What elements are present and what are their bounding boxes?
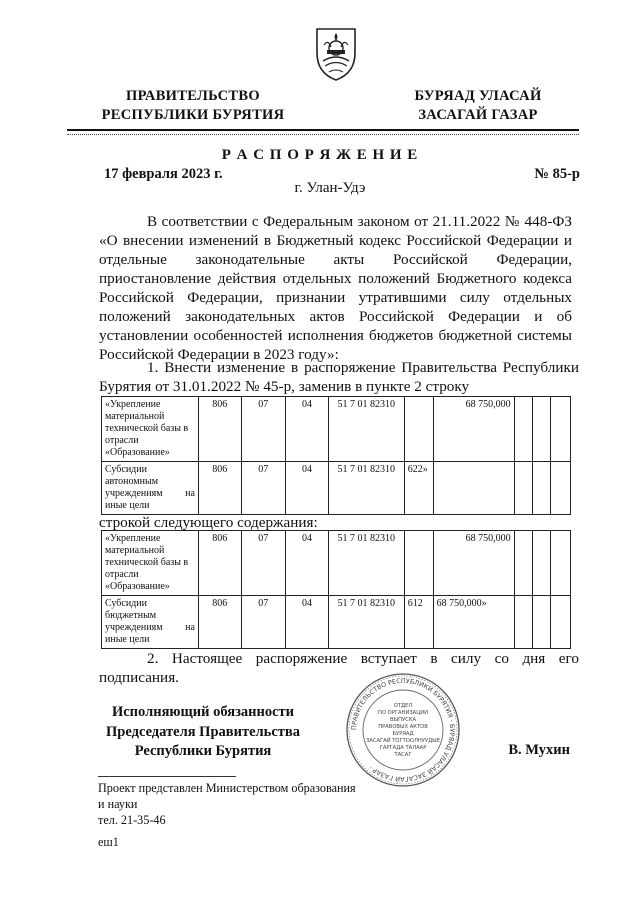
header-right: [388, 87, 568, 125]
table-cell: [551, 531, 571, 596]
table-cell: Субсидии бюджетным учреждениям на иные цели: [102, 596, 199, 649]
table-cell: 806: [198, 531, 241, 596]
replace-with-text: строкой следующего содержания:: [99, 514, 318, 531]
stamp-inner-line: ТАСАГ: [394, 752, 412, 758]
table-row: [102, 462, 571, 515]
signature-block: [98, 703, 308, 762]
table-cell: 51 7 01 82310: [328, 397, 404, 462]
header-left-line2: РЕСПУБЛИКИ БУРЯТИЯ: [101, 107, 285, 123]
stamp-seal-icon: [345, 672, 461, 788]
table-cell: [532, 596, 550, 649]
table-cell: 806: [198, 397, 241, 462]
table-cell: [551, 397, 571, 462]
table-cell: 51 7 01 82310: [328, 462, 404, 515]
table-cell: 04: [286, 397, 329, 462]
table-cell: 612: [404, 596, 433, 649]
table-cell: 622»: [404, 462, 434, 515]
table-cell: 51 7 01 82310: [328, 531, 404, 596]
stamp-inner-line: ЗАСАГАЙ ТОГТООЛНУУДЫЕ: [365, 738, 441, 744]
footer-note: [98, 780, 356, 850]
table-cell: 806: [198, 462, 241, 515]
document-city: г. Улан-Удэ: [294, 180, 366, 196]
table-cell: [551, 462, 571, 515]
header-right-line1: БУРЯАД УЛАСАЙ: [414, 88, 542, 104]
table-cell: [551, 596, 571, 649]
signature-line2: Председателя Правительства: [106, 723, 300, 740]
item-1-paragraph: 1. Внести изменение в распоряжение Правительства Республики Бурятия от 31.01.2022 № 45-р, заменив в пункте 2 строку: [99, 359, 579, 395]
header-right-line2: ЗАСАГАЙ ГАЗАР: [418, 107, 538, 123]
signature-line3: Республики Бурятия: [134, 743, 272, 759]
table-cell: [404, 397, 434, 462]
table-cell: 04: [286, 596, 329, 649]
footer-line2: и науки: [98, 797, 138, 811]
stamp-inner-line: ГАРГАДА ТАЛААР: [379, 745, 427, 751]
table-cell: 68 750,000»: [433, 596, 514, 649]
table-row: [102, 397, 571, 462]
footer-code: еш1: [98, 835, 119, 849]
signatory-name: В. Мухин: [508, 742, 570, 758]
table-cell: 07: [241, 596, 286, 649]
stamp-inner-line: ПРАВОВЫХ АКТОВ: [378, 724, 428, 730]
table-cell: [532, 397, 550, 462]
table-row: [102, 531, 571, 596]
stamp-inner-line: ПО ОРГАНИЗАЦИИ: [377, 710, 429, 716]
table-cell: [514, 397, 532, 462]
signature-line1: Исполняющий обязанности: [111, 704, 295, 720]
stamp-inner-line: ВЫПУСКА: [389, 717, 417, 723]
stamp-inner-line: ОТДЕЛ: [393, 703, 413, 709]
document-number: № 85-р: [534, 166, 580, 182]
table-cell: 68 750,000: [434, 397, 514, 462]
table-cell: «Укрепление материальной технической базы в отрасли «Образование»: [102, 531, 199, 596]
coat-of-arms-emblem: [311, 23, 361, 83]
table-cell: 07: [241, 462, 286, 515]
table-cell: 07: [241, 531, 286, 596]
table-cell: 806: [198, 596, 241, 649]
header-rule: [67, 129, 579, 131]
table-old: [101, 396, 571, 515]
item-2-paragraph: 2. Настоящее распоряжение вступает в силу со дня его подписания.: [99, 650, 579, 686]
footer-line1: Проект представлен Министерством образования: [98, 781, 356, 795]
document-type-title: Р А С П О Р Я Ж Е Н И Е: [221, 147, 419, 163]
table-cell: [514, 531, 532, 596]
table-cell: 07: [241, 397, 286, 462]
preamble-paragraph: В соответствии с Федеральным законом от 21.11.2022 № 448-ФЗ «О внесении изменений в Бюджетный кодекс Российской Федерации и отдельные законодательные акты Российской Федерации, приостановление действия отдельных положений Бюджетного кодекса Российской Федерации, признании утратившими силу отдельных положений законодательных актов Российской Федерации и об установлении особенностей исполнения бюджетов бюджетной системы Российской Федерации в 2023 году»:: [99, 213, 572, 363]
table-cell: 68 750,000: [433, 531, 514, 596]
table-cell: [532, 462, 550, 515]
table-cell: Субсидии автономным учреждениям на иные цели: [102, 462, 199, 515]
stamp-ring-text: ПРАВИТЕЛЬСТВО РЕСПУБЛИКИ БУРЯТИЯ · БУРЯАД УЛАСАЙ ЗАСАГАЙ ГАЗАР ·: [349, 676, 457, 784]
official-stamp: [345, 672, 461, 788]
table-cell: 51 7 01 82310: [328, 596, 404, 649]
table-cell: [514, 462, 532, 515]
document-date: 17 февраля 2023 г.: [104, 166, 223, 182]
table-new: [101, 530, 571, 649]
header-left: [88, 87, 298, 125]
footer-phone: тел. 21-35-46: [98, 813, 166, 827]
header-left-line1: ПРАВИТЕЛЬСТВО: [126, 88, 260, 104]
footer-rule: [98, 776, 236, 777]
table-cell: [404, 531, 433, 596]
stamp-inner-line: БУРЯАД: [392, 731, 414, 737]
table-cell: [434, 462, 514, 515]
table-cell: «Укрепление материальной технической базы в отрасли «Образование»: [102, 397, 199, 462]
table-cell: [514, 596, 532, 649]
table-cell: [532, 531, 550, 596]
table-cell: 04: [286, 462, 329, 515]
table-row: [102, 596, 571, 649]
header-dotted-rule: [67, 134, 579, 135]
table-cell: 04: [286, 531, 329, 596]
